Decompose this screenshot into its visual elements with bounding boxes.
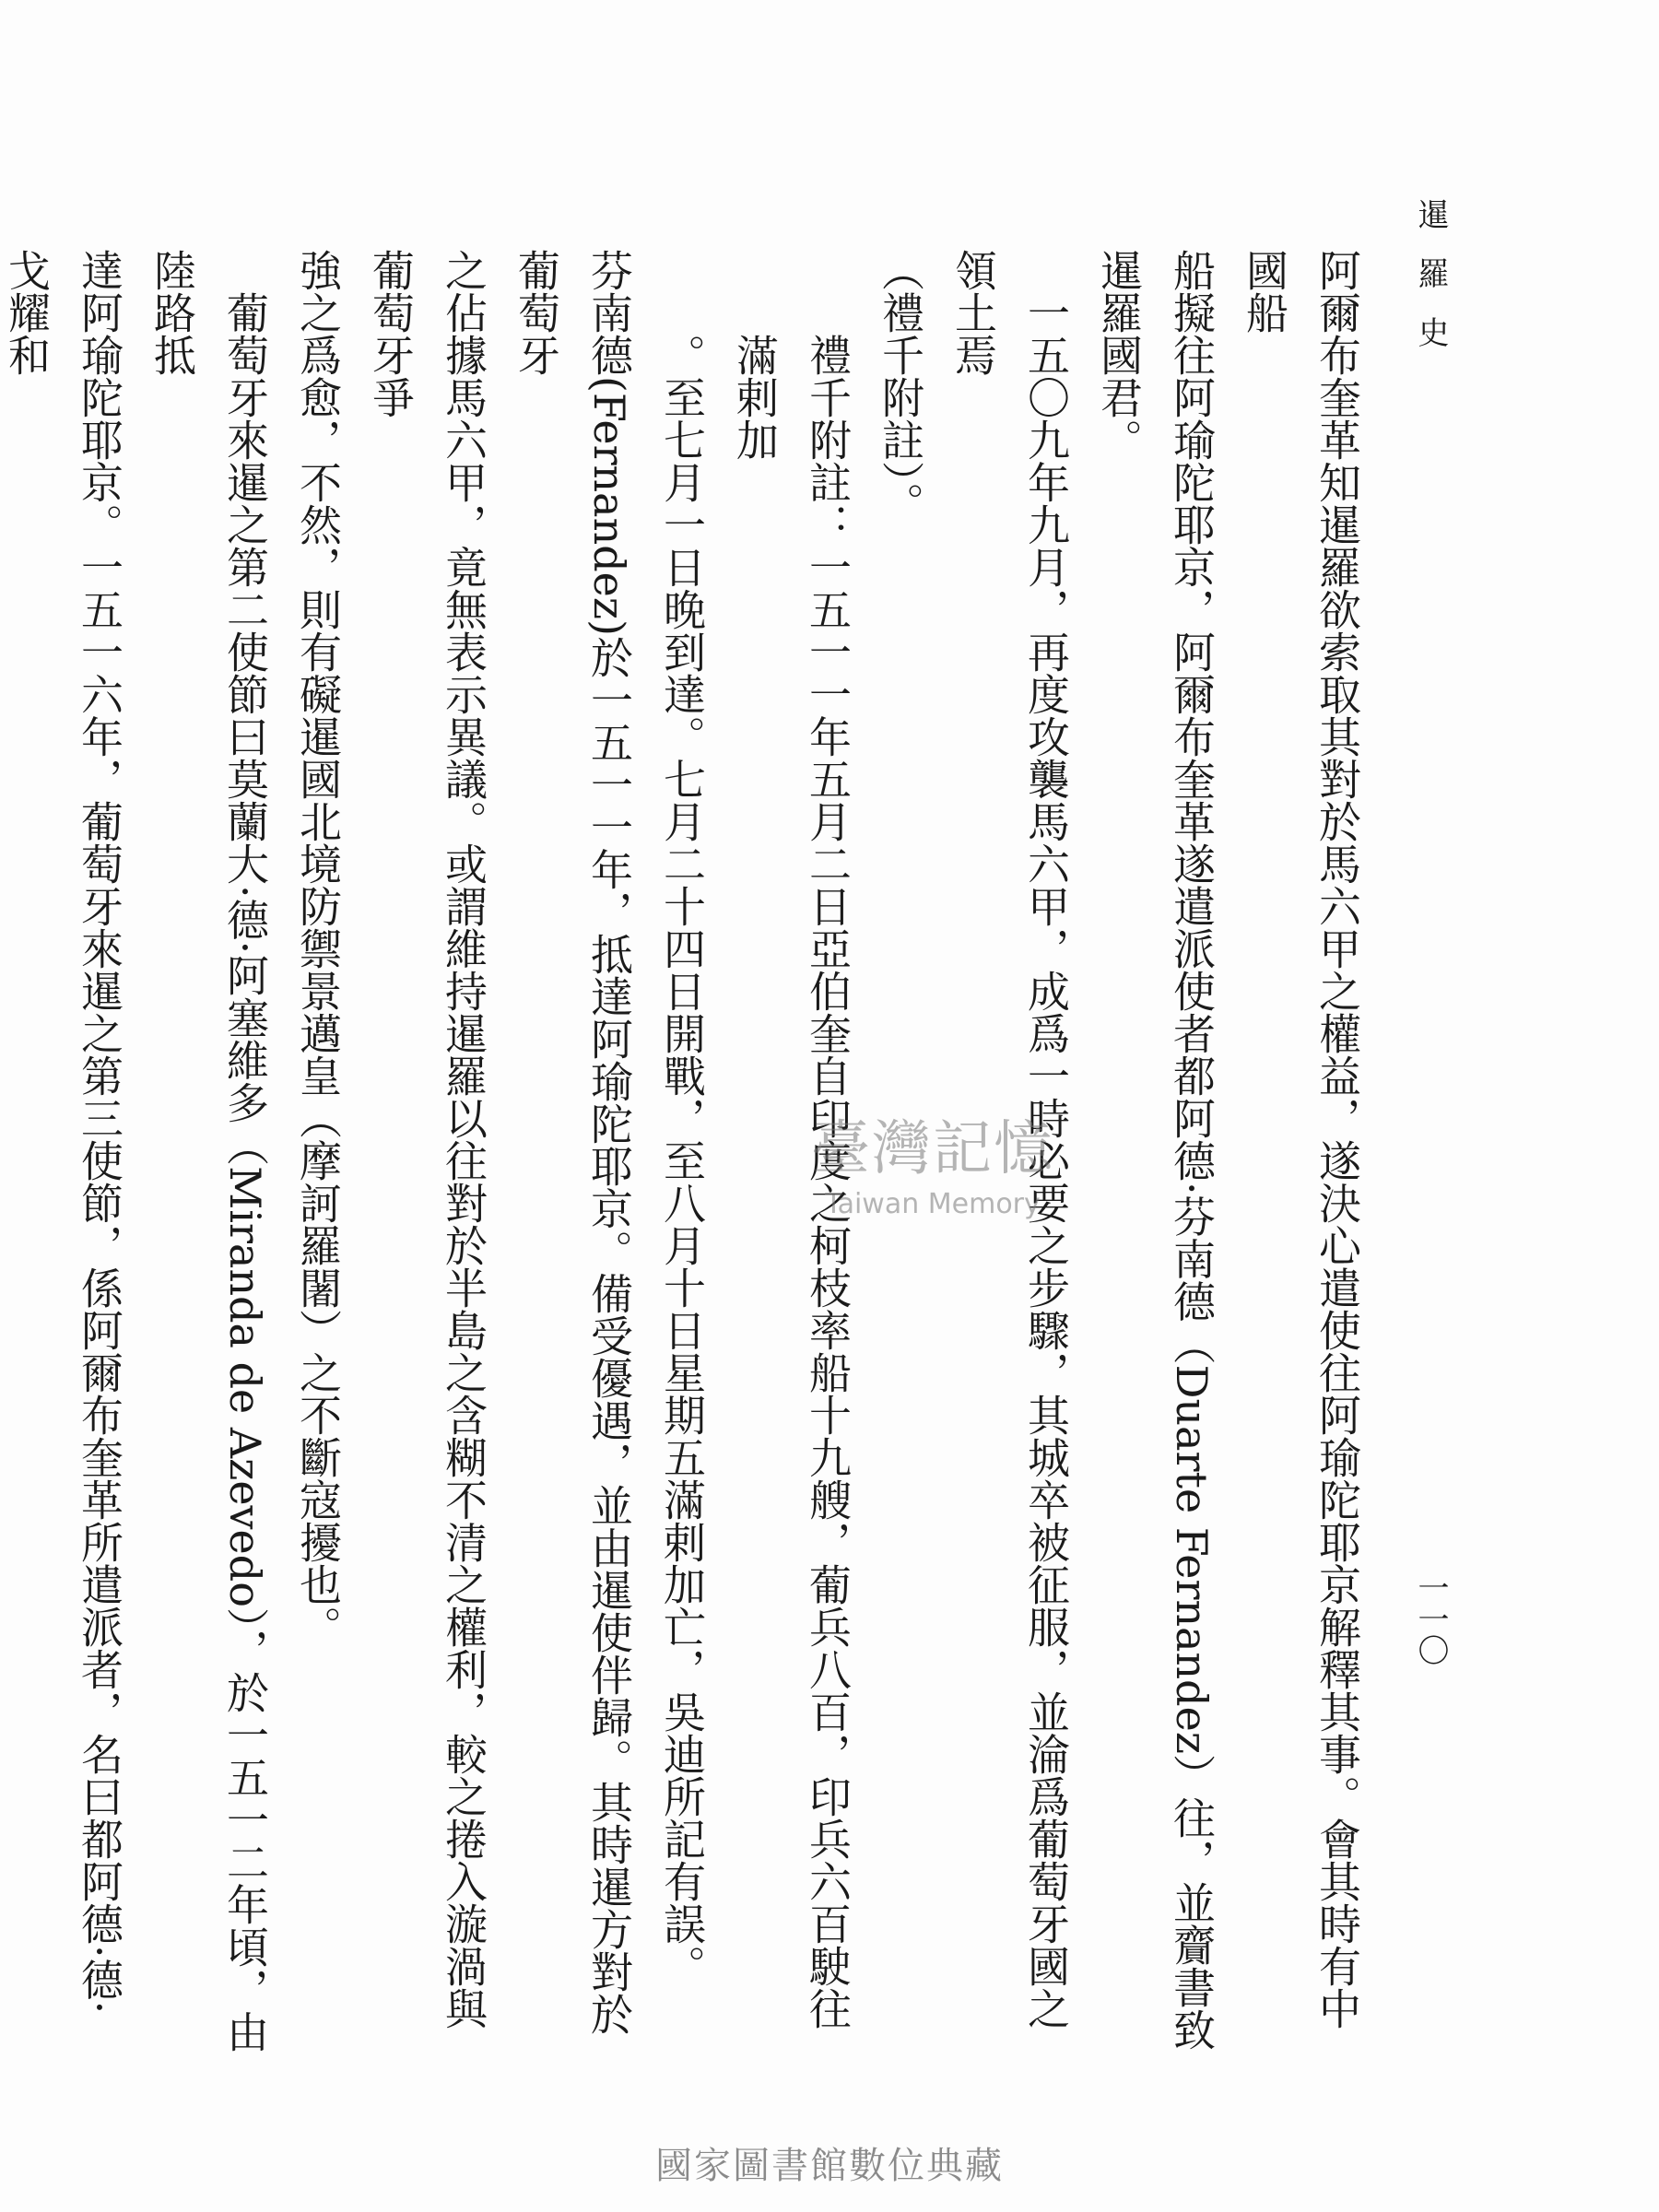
paragraph: 之佔據馬六甲，竟無表示異議。或謂維持暹羅以往對於半島之含糊不清之權利，較之捲入漩渦與葡萄牙爭 [366, 249, 488, 2030]
running-title: 暹羅史 [1412, 198, 1449, 375]
paragraph: 船擬往阿瑜陀耶京，阿爾布奎革遂遣派使者都阿德·芬南德（Duarte Fernandez）往，並齎書致暹羅國君。 [1094, 249, 1217, 2052]
annotation-note: 禮千附註：一五一一年五月二日亞伯奎自印度之柯枝率船十九艘，葡兵八百，印兵六百駛往滿剌加 [730, 334, 853, 2030]
annotation-note: 。至七月一日晚到達。七月二十四日開戰，至八月十日星期五滿剌加亡，吳迪所記有誤。 [657, 334, 707, 1987]
paragraph: 一五〇九年九月，再度攻襲馬六甲，成爲一時必要之步驟，其城卒被征服，並淪爲葡萄牙國之領土焉 [948, 249, 1071, 2030]
paragraph: 強之爲愈，不然，則有礙暹國北境防禦景邁皇（摩訶羅闍）之不斷寇擾也。 [293, 249, 343, 1648]
paragraph: 芬南德(Fernandez)於一五一一年，抵達阿瑜陀耶京。備受優遇，並由暹使伴歸。其時暹方對於葡萄牙 [512, 249, 634, 2036]
paragraph: 葡萄牙來暹之第二使節曰莫蘭大·德·阿塞維多（Miranda de Azevedo），於一五一二年頃，由陸路抵 [147, 249, 270, 2053]
watermark-english: Taiwan Memory [825, 1188, 1041, 1220]
page-number: 一一〇 [1412, 1571, 1449, 1665]
archive-footer: 國家圖書館數位典藏 [655, 2145, 1004, 2187]
paragraph: 達阿瑜陀耶京。一五一六年，葡萄牙來暹之第三使節，係阿爾布奎革所遣派者，名曰都阿德·德·戈耀和 [2, 249, 124, 2015]
paragraph: 阿爾布奎革知暹羅欲索取其對於馬六甲之權益，遂決心遣使往阿瑜陀耶京解釋其事。會其時有中國船 [1240, 249, 1362, 2030]
watermark-chinese: 臺灣記憶 [811, 1115, 1054, 1183]
paragraph: （禮千附註）。 [876, 249, 925, 524]
body-text [2, 249, 1373, 2055]
